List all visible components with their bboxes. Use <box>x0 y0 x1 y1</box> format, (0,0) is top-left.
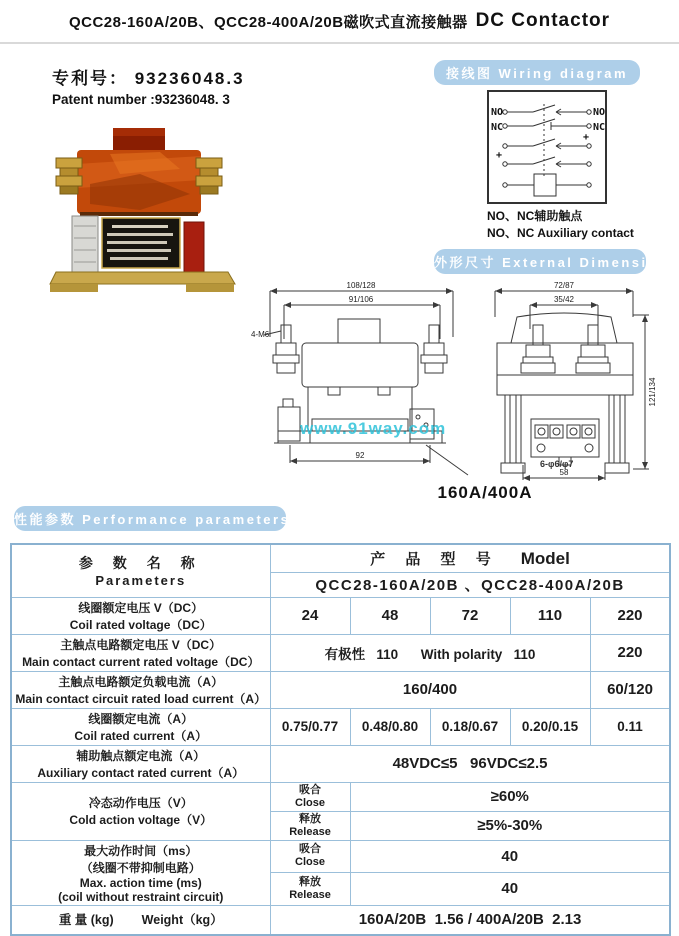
product-photo <box>50 124 235 296</box>
patent-number-zh: 专利号： 93236048.3 <box>52 69 245 88</box>
wiring-label-no-left: NO <box>491 107 504 118</box>
wiring-caption <box>487 208 634 242</box>
table-row: 释放 Release 40 <box>11 873 670 906</box>
dimensions-caption: 160A/400A <box>437 483 533 502</box>
table-row: 最大动作时间（ms） （线圈不带抑制电路） Max. action time (ms) (coil without restraint circuit) 吸合 Close 40 <box>11 840 670 873</box>
left-terminal <box>56 158 82 194</box>
dim-side-height: 121/134 <box>648 377 657 407</box>
front-view-drawing <box>250 279 470 484</box>
wiring-diagram <box>487 90 607 209</box>
right-terminal <box>196 158 222 194</box>
wiring-label-no-right: NO <box>593 107 606 118</box>
section-performance-parameters: 性能参数 Performance parameters <box>14 506 286 531</box>
page-title <box>0 0 679 44</box>
table-header-model: 产 品 型 号 Model <box>270 544 670 572</box>
dim-front-inner: 91/106 <box>348 295 374 304</box>
table-row: 冷态动作电压（V） Cold action voltage（V） 吸合 Close ≥60% <box>11 782 670 811</box>
table-row: 主触点电路额定负载电流（A） Main contact circuit rated load current（A） 160/400 60/120 <box>11 671 670 708</box>
dim-side-depth: 58 <box>559 468 569 477</box>
sub-close: 吸合 Close <box>270 840 350 873</box>
table-header-model-value: QCC28-160A/20B 、QCC28-400A/20B <box>270 572 670 597</box>
dim-front-outer: 108/128 <box>346 281 376 290</box>
table-header-parameters: 参 数 名 称 Parameters <box>11 544 270 597</box>
param-weight: 重 量 (kg) Weight（kg） <box>11 905 270 935</box>
table-row: 重 量 (kg) Weight（kg） 160A/20B 1.56 / 400A/20B 2.13 <box>11 905 670 935</box>
dim-front-holes-bottom: 6-φ6/φ7 <box>540 459 574 469</box>
dim-side-outer: 72/87 <box>553 281 575 290</box>
nameplate <box>102 218 180 268</box>
patent-block <box>52 64 245 107</box>
wiring-label-nc-left: NC <box>491 122 504 133</box>
table-row: 线圈额定电流（A） Coil rated current（A） 0.75/0.77 0.48/0.80 0.18/0.67 0.20/0.15 0.11 <box>11 708 670 745</box>
dim-front-width: 92 <box>355 451 365 460</box>
param-coil-voltage: 线圈额定电压 V（DC） Coil rated voltage（DC） <box>11 597 270 634</box>
table-row: 线圈额定电压 V（DC） Coil rated voltage（DC） 24 48 72 110 220 <box>11 597 670 634</box>
page-title-zh: QCC28-160A/20B、QCC28-400A/20B磁吹式直流接触器 <box>68 13 468 31</box>
section-external-dimensions: 外形尺寸 External Dimensions <box>434 249 646 274</box>
wiring-plus-left: + <box>496 150 503 161</box>
param-main-voltage: 主触点电路额定电压 V（DC） Main contact current rated voltage（DC） <box>11 634 270 671</box>
param-aux-current: 辅助触点额定电流（A） Auxiliary contact rated current（A） <box>11 745 270 782</box>
wiring-label-nc-right: NC <box>593 122 606 133</box>
side-view-drawing <box>483 279 668 484</box>
watermark: www.91way.com <box>300 419 447 438</box>
page-title-en: DC Contactor <box>475 10 611 31</box>
param-cold-voltage: 冷态动作电压（V） Cold action voltage（V） <box>11 782 270 840</box>
section-wiring-diagram: 接线图 Wiring diagram <box>434 60 640 85</box>
patent-number-en: Patent number :93236048. 3 <box>52 92 230 107</box>
sub-close: 吸合 Close <box>270 782 350 811</box>
wiring-caption-zh: NO、NC辅助触点 <box>487 209 583 223</box>
table-row: 释放 Release ≥5%-30% <box>11 811 670 840</box>
dim-side-inner: 35/42 <box>553 295 575 304</box>
wiring-caption-en: NO、NC Auxiliary contact <box>487 226 634 240</box>
param-action-time: 最大动作时间（ms） （线圈不带抑制电路） Max. action time (ms) (coil without restraint circuit) <box>11 840 270 905</box>
param-load-current: 主触点电路额定负载电流（A） Main contact circuit rated load current（A） <box>11 671 270 708</box>
performance-table <box>10 543 671 936</box>
sub-release: 释放 Release <box>270 873 350 906</box>
param-coil-current: 线圈额定电流（A） Coil rated current（A） <box>11 708 270 745</box>
dim-front-holes-top: 4-M6 <box>251 330 270 339</box>
table-row: 主触点电路额定电压 V（DC） Main contact current rated voltage（DC） 有极性 110 With polarity 110 220 <box>11 634 670 671</box>
wiring-plus-right: + <box>583 132 590 143</box>
table-row: 辅助触点额定电流（A） Auxiliary contact rated current（A） 48VDC≤5 96VDC≤2.5 <box>11 745 670 782</box>
sub-release: 释放 Release <box>270 811 350 840</box>
